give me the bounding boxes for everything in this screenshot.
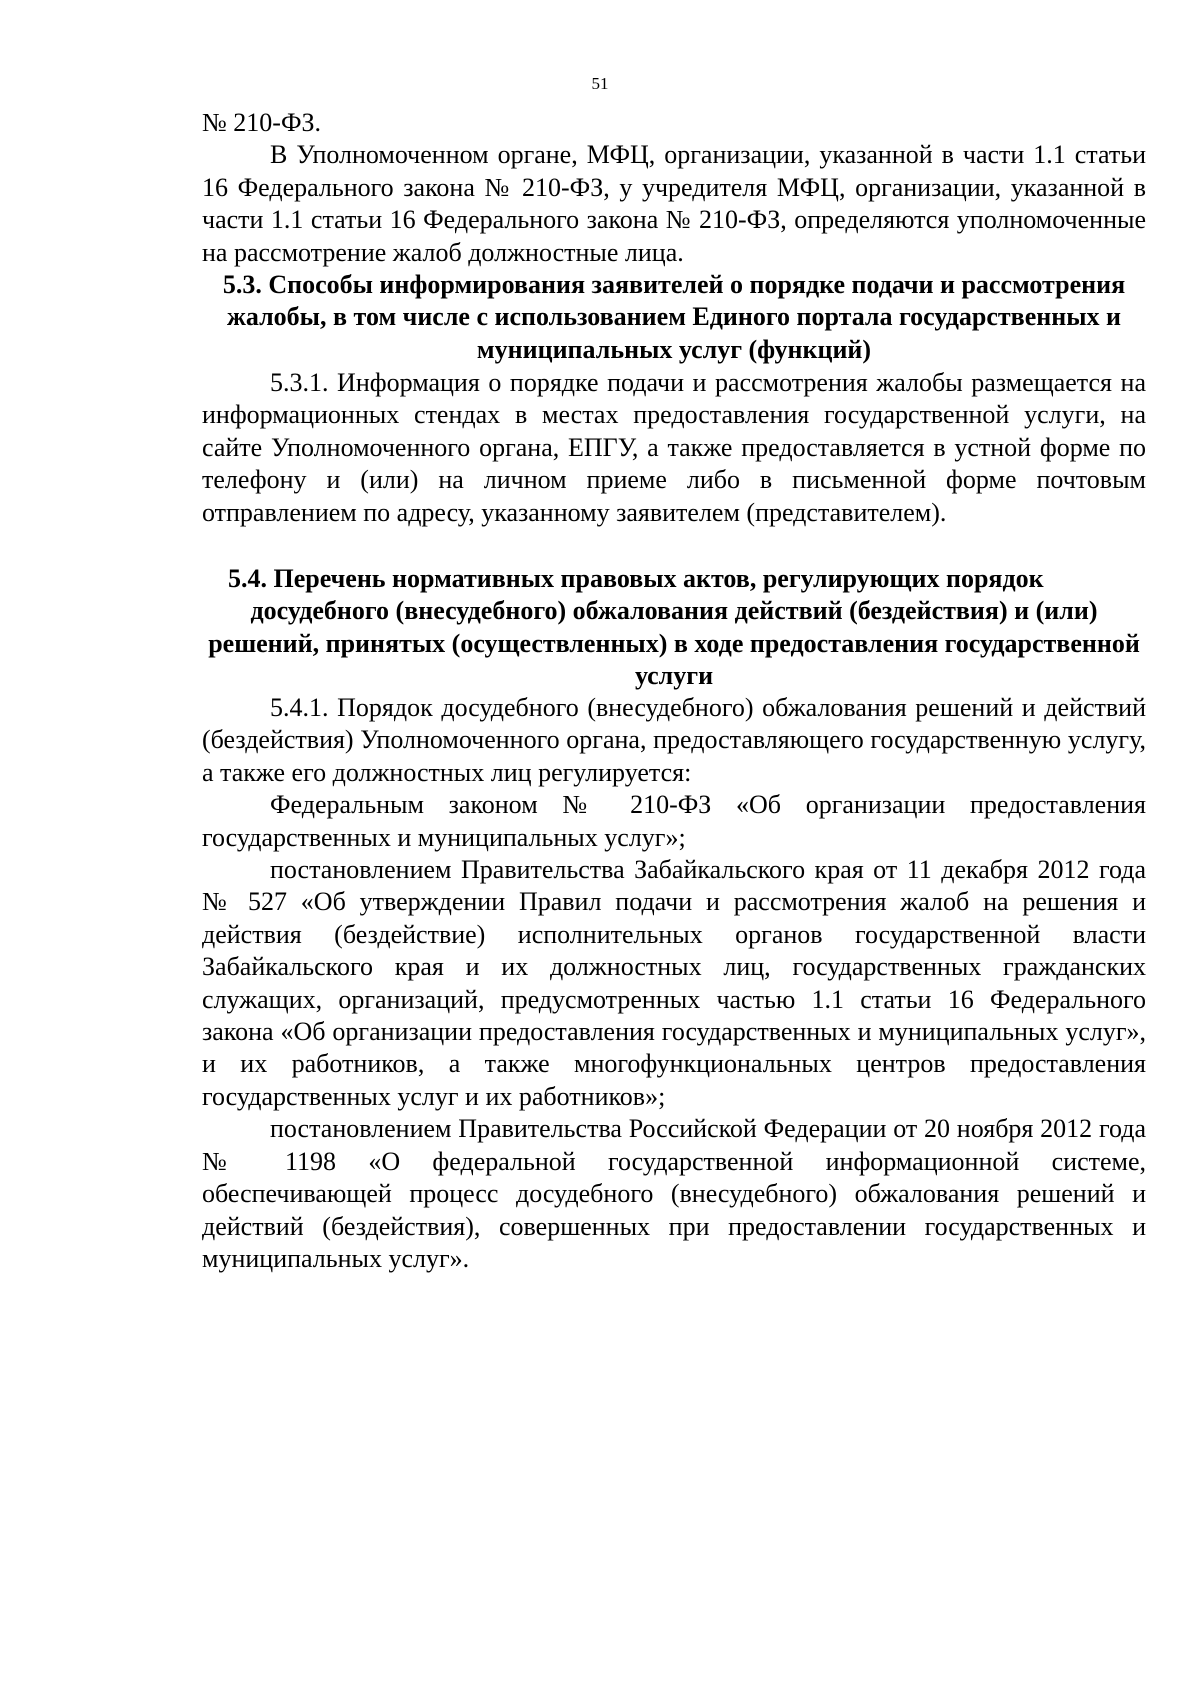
intro-first-line: № 210-ФЗ. <box>202 108 322 137</box>
intro-paragraph: В Уполномоченном органе, МФЦ, организации, указанной в части 1.1 статьи 16 Федерального закона № 210-ФЗ, у учредителя МФЦ, организации, указанной в части 1.1 статьи 16 Федерального закона № 210-ФЗ, определяются уполномоченные на рассмотрение жалоб должностные лица. <box>202 140 1146 267</box>
paragraph-5-4-1: 5.4.1. Порядок досудебного (внесудебного) обжалования решений и действий (бездействия) Уполномоченного органа, предоставляющего государственную услугу, а также его должностных лиц регулируется: <box>202 693 1146 787</box>
section-5-4-body <box>202 692 1146 1275</box>
section-5-3-heading: 5.3. Способы информирования заявителей о порядке подачи и рассмотрения жалобы, в том числе с использованием Единого портала государственных и муниципальных услуг (функций) <box>222 270 1126 364</box>
list-item-zabaikalsky-resolution: постановлением Правительства Забайкальского края от 11 декабря 2012 года № 527 «Об утверждении Правил подачи и рассмотрения жалоб на решения и действия (бездействие) исполнительных органов государственной власти Забайкальского края и их должностных лиц, государственных гражданских служащих, организаций, предусмотренных частью 1.1 статьи 16 Федерального закона «Об организации предоставления государственных и муниципальных услуг», и их работников, а также многофункциональных центров предоставления государственных услуг и их работников»; <box>202 855 1146 1111</box>
section-5-4-heading-rest: досудебного (внесудебного) обжалования действий (бездействия) и (или) решений, принятых (осуществленных) в ходе предоставления государственной услуги <box>208 596 1140 691</box>
list-item-federal-law: Федеральным законом № 210-ФЗ «Об организации предоставления государственных и муниципальных услуг»; <box>202 790 1146 852</box>
paragraph-5-3-1: 5.3.1. Информация о порядке подачи и рассмотрения жалобы размещается на информационных стендах в местах предоставления государственной услуги, на сайте Уполномоченного органа, ЕПГУ, а также предоставляется в устной форме по телефону и (или) на личном приеме либо в письменной форме почтовым отправлением по адресу, указанному заявителем (представителем). <box>202 368 1146 527</box>
intro-block <box>202 107 1146 269</box>
page-number: 51 <box>591 74 609 93</box>
section-5-4-heading <box>202 563 1146 693</box>
list-item-rf-resolution: постановлением Правительства Российской Федерации от 20 ноября 2012 года № 1198 «О федеральной государственной информационной системе, обеспечивающей процесс досудебного (внесудебного) обжалования решений и действий (бездействия), совершенных при предоставлении государственных и муниципальных услуг». <box>202 1114 1146 1273</box>
section-5-4-heading-line1: 5.4. Перечень нормативных правовых актов, регулирующих порядок <box>228 564 1044 593</box>
